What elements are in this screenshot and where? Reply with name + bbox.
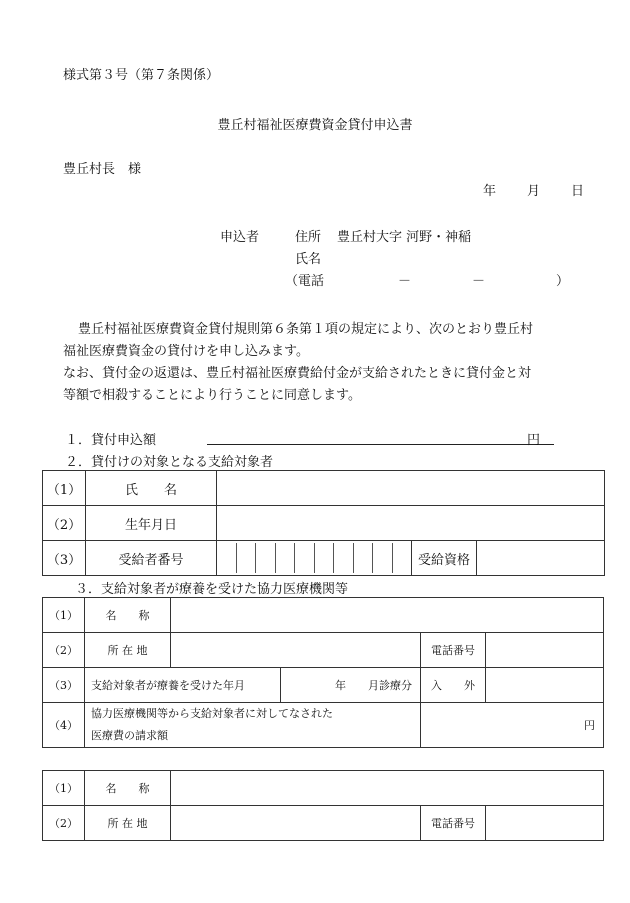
digit-box[interactable] (217, 543, 237, 573)
recipient-row-name (43, 471, 605, 506)
inpatient-outpatient-label: 入 外 (421, 668, 486, 703)
row-number: （2） (43, 633, 85, 668)
digit-box[interactable] (334, 543, 354, 573)
treatment-month-field[interactable]: 年 月診療分 (281, 668, 421, 703)
field-label-institution-address: 所 在 地 (85, 633, 171, 668)
date-month: 月 (527, 184, 541, 199)
row-number: （2） (43, 506, 86, 541)
row-number: （1） (43, 598, 85, 633)
field-label-birthdate: 生年月日 (86, 506, 217, 541)
digit-box[interactable] (256, 543, 276, 573)
institution2-address-field[interactable] (171, 806, 421, 841)
name-label: 氏名 (295, 252, 322, 267)
medical-charge-label-line2: 医療費の請求額 (91, 729, 168, 742)
phone-close: ） (556, 274, 570, 289)
date-day: 日 (571, 184, 585, 199)
digit-box[interactable] (295, 543, 315, 573)
recipient-name-field[interactable] (217, 471, 605, 506)
institution2-name-field[interactable] (171, 771, 604, 806)
institution2-phone-field[interactable] (486, 806, 604, 841)
field-label-treatment-month: 支給対象者が療養を受けた年月 (85, 668, 281, 703)
section3-label: ３．支給対象者が療養を受けた協力医療機関等 (75, 582, 349, 597)
digit-box[interactable] (237, 543, 257, 573)
row-number: （3） (43, 668, 85, 703)
digit-box[interactable] (354, 543, 374, 573)
institution-name-field[interactable] (171, 598, 604, 633)
institution-phone-field[interactable] (486, 633, 604, 668)
eligibility-field[interactable] (477, 541, 605, 576)
phone-dash-1: － (398, 274, 412, 289)
para1-line1: 豊丘村福祉医療費資金貸付規則第６条第１項の規定により、次のとおり豊丘村 (78, 322, 534, 337)
field-label-eligibility: 受給資格 (412, 541, 477, 576)
digit-box[interactable] (276, 543, 296, 573)
loan-amount-unit: 円 (527, 433, 541, 448)
institution2-row-name (43, 771, 604, 806)
row-number: （2） (43, 806, 85, 841)
para2-line1: なお、貸付金の返還は、豊丘村福祉医療費給付金が支給されたときに貸付金と対 (63, 366, 532, 381)
institution-row-charge (43, 703, 604, 748)
applicant-label: 申込者 (220, 230, 260, 245)
field-label-recipient-number: 受給者番号 (86, 541, 217, 576)
row-number: （3） (43, 541, 86, 576)
institution-row-address (43, 633, 604, 668)
field-label-name: 氏 名 (86, 471, 217, 506)
row-number: （4） (43, 703, 85, 748)
form-title: 豊丘村福祉医療費資金貸付申込書 (217, 118, 413, 133)
recipient-row-birthdate (43, 506, 605, 541)
loan-amount-line[interactable] (207, 444, 554, 445)
para2-line2: 等額で相殺することにより行うことに同意します。 (63, 388, 361, 403)
addressee: 豊丘村長 様 (63, 162, 142, 177)
digit-box[interactable] (315, 543, 335, 573)
phone-dash-2: － (472, 274, 486, 289)
form-number: 様式第３号（第７条関係） (63, 68, 220, 83)
section1-label: １．貸付申込額 (65, 433, 157, 448)
recipient-row-number (43, 541, 605, 576)
field-label-institution2-address: 所 在 地 (85, 806, 171, 841)
field-label-institution-name: 名 称 (85, 598, 171, 633)
digit-box[interactable] (373, 543, 393, 573)
inpatient-outpatient-field[interactable] (486, 668, 604, 703)
field-label-medical-charge (85, 703, 421, 748)
institution-row-name (43, 598, 604, 633)
medical-charge-label-line1: 協力医療機関等から支給対象者に対してなされた (91, 707, 333, 720)
address-label: 住所 (295, 230, 322, 245)
row-number: （1） (43, 471, 86, 506)
institution-address-field[interactable] (171, 633, 421, 668)
recipient-table (42, 470, 605, 576)
institution-table (42, 597, 604, 748)
date-year: 年 (483, 184, 497, 199)
field-label-institution2-name: 名 称 (85, 771, 171, 806)
institution-table-2 (42, 770, 604, 841)
field-label-phone: 電話番号 (421, 633, 486, 668)
institution-row-month (43, 668, 604, 703)
field-label-phone-2: 電話番号 (421, 806, 486, 841)
address-value: 豊丘村大字 河野・神稲 (337, 230, 472, 245)
recipient-birthdate-field[interactable] (217, 506, 605, 541)
digit-box[interactable] (393, 543, 412, 573)
institution2-row-address (43, 806, 604, 841)
para1-line2: 福祉医療費資金の貸付けを申し込みます。 (63, 344, 309, 359)
recipient-number-field[interactable] (217, 541, 412, 576)
row-number: （1） (43, 771, 85, 806)
digit-boxes (217, 543, 411, 573)
medical-charge-field[interactable]: 円 (421, 703, 604, 748)
section2-label: ２．貸付けの対象となる支給対象者 (65, 455, 274, 470)
phone-open: （電話 (285, 274, 325, 289)
